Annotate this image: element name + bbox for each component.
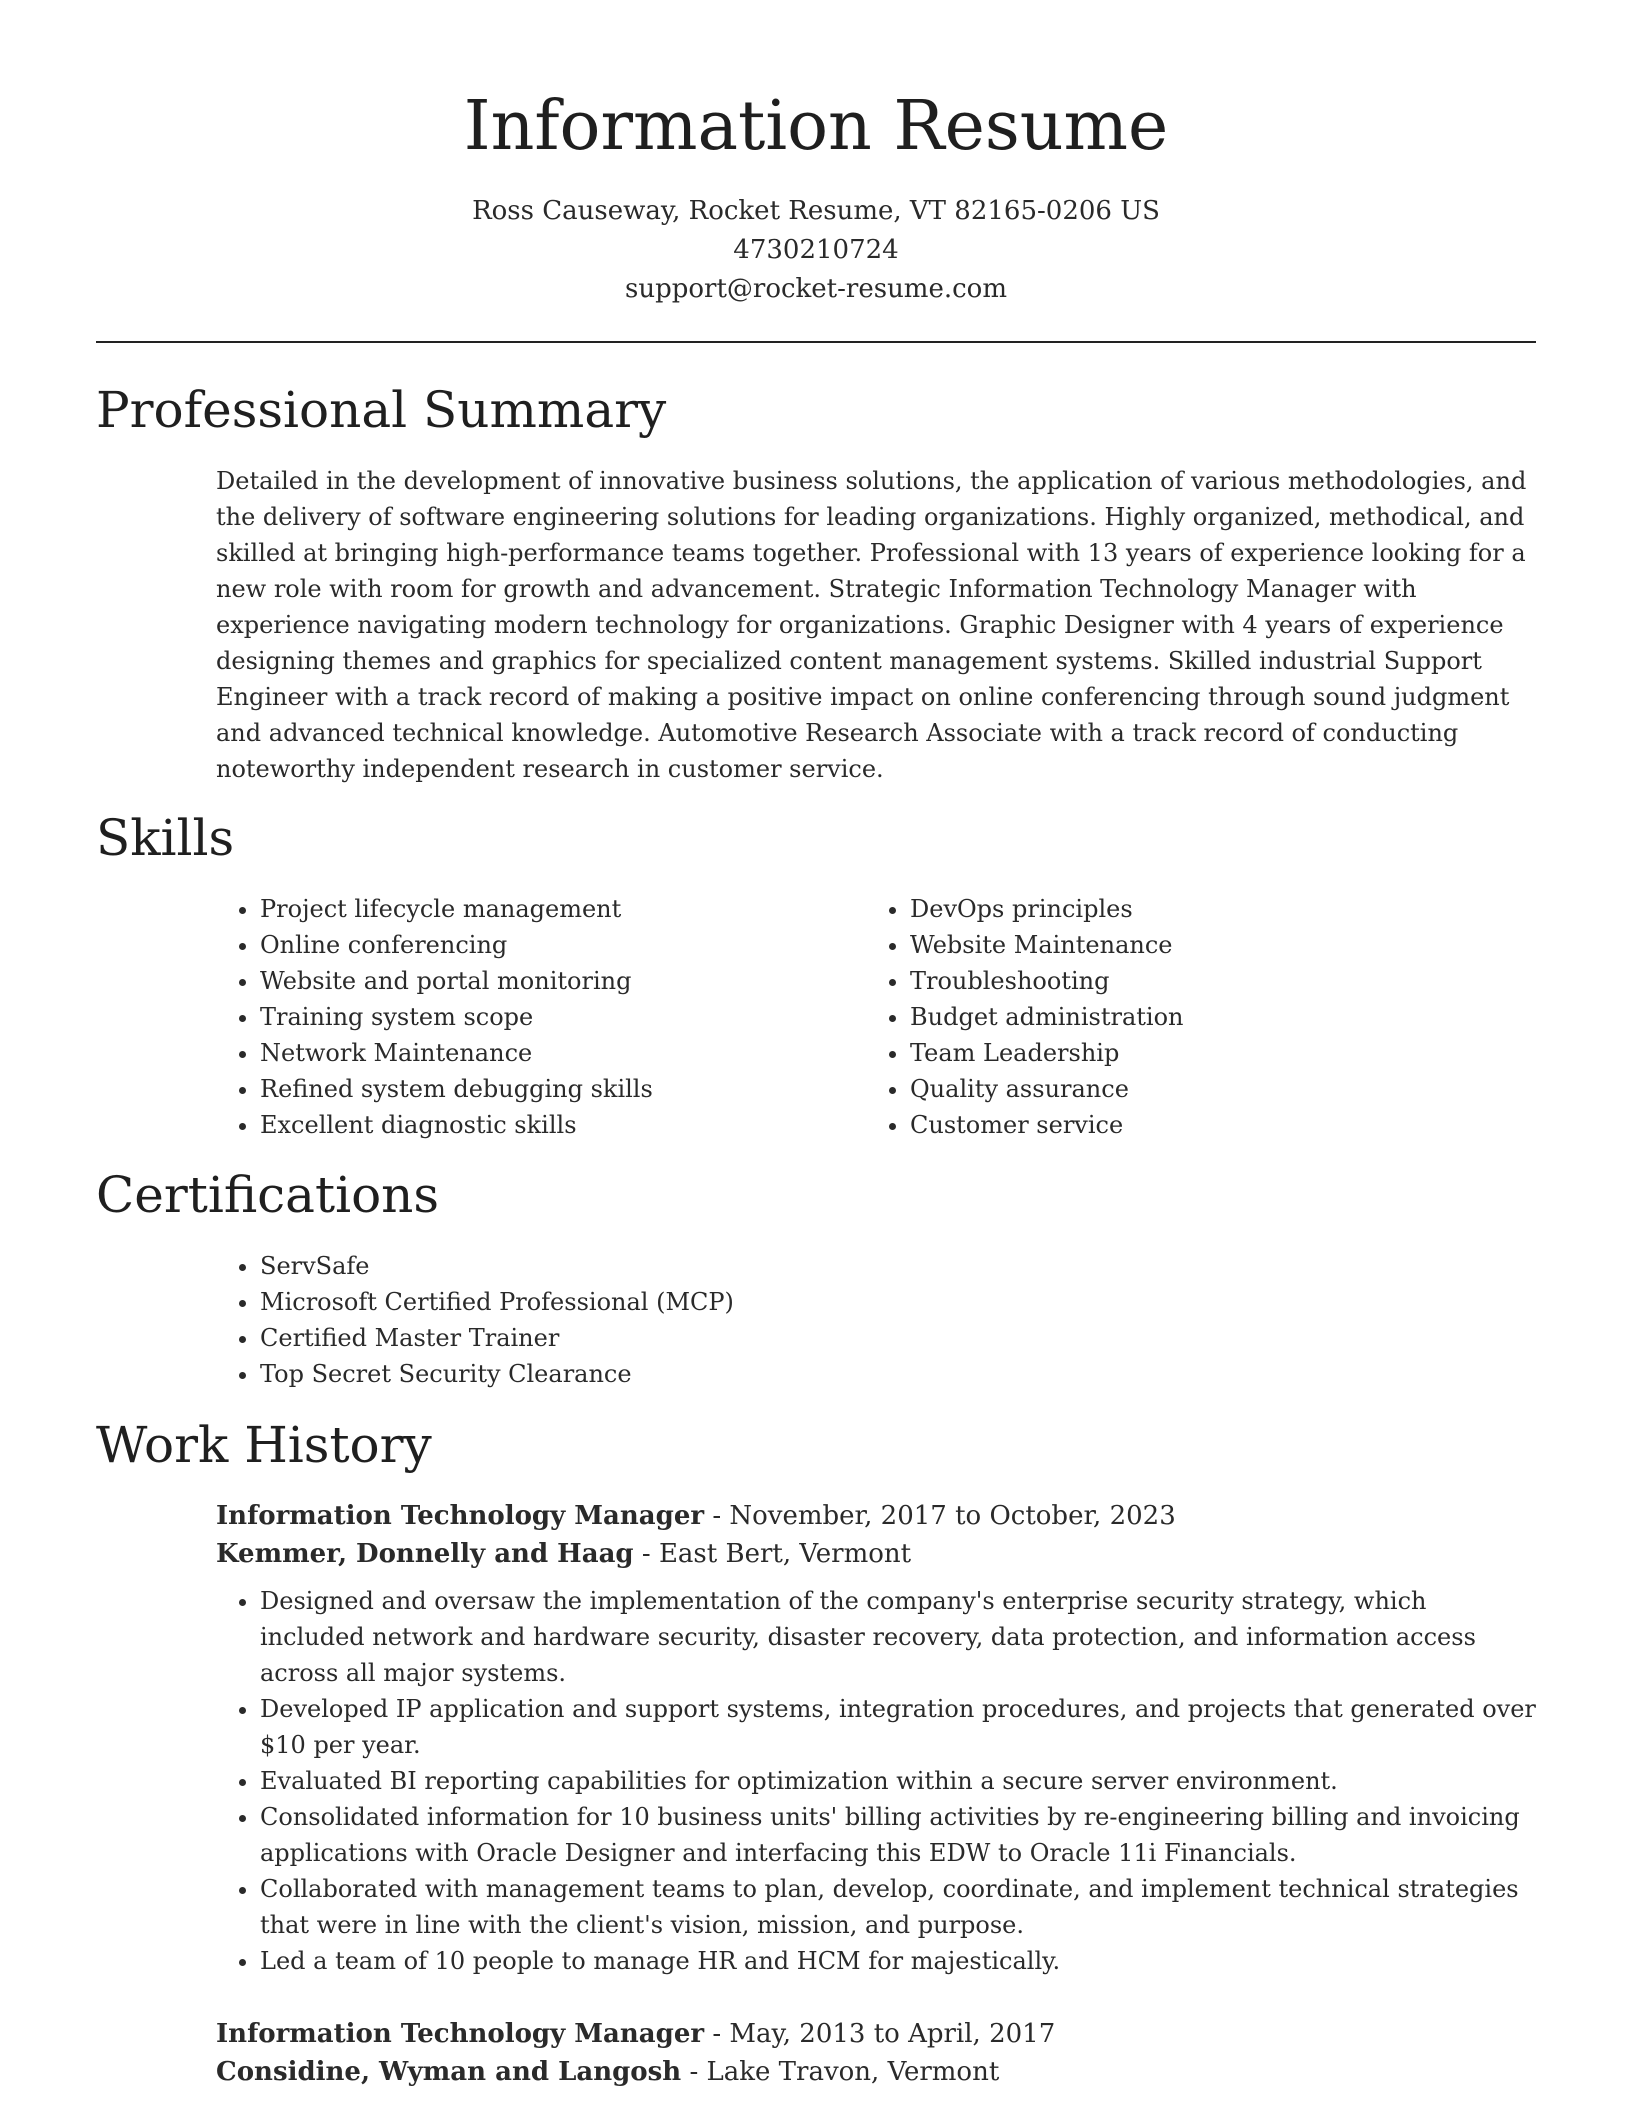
summary-heading: Professional Summary xyxy=(96,381,667,439)
skills-list-left xyxy=(216,891,860,1143)
skill-item: • Website and portal monitoring xyxy=(260,963,860,999)
contact-address: Ross Causeway, Rocket Resume, VT 82165-0206 US xyxy=(472,196,1160,226)
skill-item: • Team Leadership xyxy=(910,1035,1510,1071)
job-duty-item: • Collaborated with management teams to plan, develop, coordinate, and implement technical strategies that were in line with the client's vision, mission, and purpose. xyxy=(260,1871,1536,1943)
skill-item: • Budget administration xyxy=(910,999,1510,1035)
job-duty-item: • Designed and oversaw the implementation of the company's enterprise security strategy, which included network and hardware security, disaster recovery, data protection, and information access across all major systems. xyxy=(260,1583,1536,1691)
job-company: Kemmer, Donnelly and Haag xyxy=(216,1539,634,1569)
skill-item: • Refined system debugging skills xyxy=(260,1071,860,1107)
skill-item: • Website Maintenance xyxy=(910,927,1510,963)
certification-item: • ServSafe xyxy=(260,1248,1580,1284)
skill-item: • DevOps principles xyxy=(910,891,1510,927)
certifications-list xyxy=(216,1248,1580,1392)
job-duty-item: • Led a team of 10 people to manage HR and HCM for majestically. xyxy=(260,1943,1536,1979)
job-duty-item: • Developed IP application and support systems, integration procedures, and projects that generated over $10 per year. xyxy=(260,1691,1536,1763)
job-location: - Lake Travon, Vermont xyxy=(681,2057,1000,2087)
resume-header xyxy=(96,82,1536,309)
certification-item: • Top Secret Security Clearance xyxy=(260,1356,1580,1392)
job-duties-list xyxy=(216,1583,1536,1979)
skill-item: • Troubleshooting xyxy=(910,963,1510,999)
job-company-line xyxy=(216,1535,911,1573)
skill-item: • Customer service xyxy=(910,1107,1510,1143)
skills-heading: Skills xyxy=(96,809,235,867)
job-duty-item: • Consolidated information for 10 business units' billing activities by re-engineering billing and invoicing applications with Oracle Designer and interfacing this EDW to Oracle 11i Financials. xyxy=(260,1799,1536,1871)
work-history-heading: Work History xyxy=(96,1416,432,1474)
job-dates: - November, 2017 to October, 2023 xyxy=(704,1501,1176,1531)
job-location: - East Bert, Vermont xyxy=(633,1539,912,1569)
certification-item: • Certified Master Trainer xyxy=(260,1320,1580,1356)
contact-email: support@rocket-resume.com xyxy=(624,274,1007,304)
skill-item: • Online conferencing xyxy=(260,927,860,963)
job-duty-item: • Evaluated BI reporting capabilities for optimization within a secure server environment. xyxy=(260,1763,1536,1799)
certifications-heading: Certifications xyxy=(96,1166,440,1224)
skills-list-right xyxy=(866,891,1510,1143)
resume-name: Information Resume xyxy=(463,87,1169,166)
job-title: Information Technology Manager xyxy=(216,2019,705,2049)
job-company-line xyxy=(216,2053,999,2091)
summary-text: Detailed in the development of innovative business solutions, the application of various methodologies, and the delivery of software engineering solutions for leading organizations. Highly organized, methodical, and skilled at bringing high-performance teams together. Professional with 13 years of experience looking for a new role with room for growth and advancement. Strategic Information Technology Manager with experience navigating modern technology for organizations. Graphic Designer with 4 years of experience designing themes and graphics for specialized content management systems. Skilled industrial Support Engineer with a track record of making a positive impact on online conferencing through sound judgment and advanced technical knowledge. Automotive Research Associate with a track record of conducting noteworthy independent research in customer service. xyxy=(216,467,1527,783)
job-title-line xyxy=(216,2015,1055,2053)
job-title: Information Technology Manager xyxy=(216,1501,705,1531)
contact-block xyxy=(96,192,1536,309)
skill-item: • Excellent diagnostic skills xyxy=(260,1107,860,1143)
skill-item: • Quality assurance xyxy=(910,1071,1510,1107)
header-divider xyxy=(96,341,1536,343)
skill-item: • Project lifecycle management xyxy=(260,891,860,927)
job-company: Considine, Wyman and Langosh xyxy=(216,2057,682,2087)
job-title-line xyxy=(216,1497,1176,1535)
job-dates: - May, 2013 to April, 2017 xyxy=(704,2019,1056,2049)
certification-item: • Microsoft Certified Professional (MCP) xyxy=(260,1284,1580,1320)
skill-item: • Training system scope xyxy=(260,999,860,1035)
skill-item: • Network Maintenance xyxy=(260,1035,860,1071)
contact-phone: 4730210724 xyxy=(733,235,899,265)
